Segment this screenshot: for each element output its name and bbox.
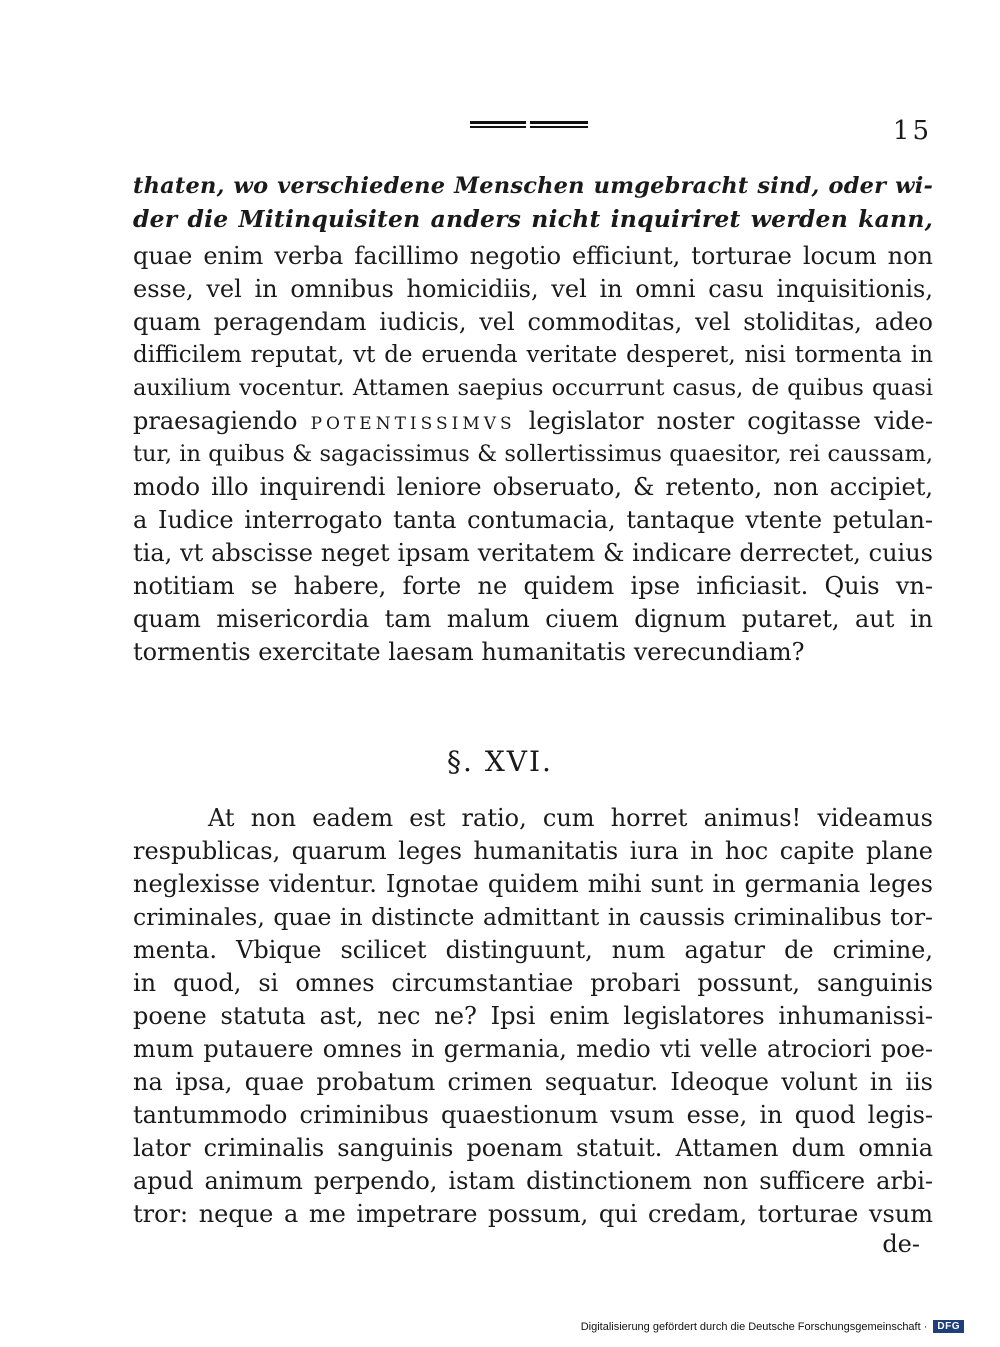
text-line: modo illo inquirendi leniore obseruato, & retento, non accipiet, <box>133 473 933 501</box>
page-number: 15 <box>892 116 932 146</box>
text-line: difficilem reputat, vt de eruenda veritate desperet, nisi tormenta in <box>133 342 933 368</box>
text-line: tormentis exercitate laesam humanitatis verecundiam? <box>133 638 805 666</box>
dfg-logo: DFG <box>933 1320 964 1333</box>
ornament-bar <box>530 126 588 128</box>
text-line: At non eadem est ratio, cum horret animus! videamus <box>208 804 933 832</box>
text-line: poene statuta ast, nec ne? Ipsi enim legislatores inhumanissi- <box>133 1002 933 1030</box>
text-line: a Iudice interrogato tanta contumacia, tantaque vtente petulan- <box>133 506 933 534</box>
text-span: legislator noster cogitasse vide- <box>515 407 933 435</box>
text-line: quam peragendam iudicis, vel commoditas, vel stoliditas, adeo <box>133 308 933 336</box>
text-line: apud animum perpendo, istam distinctionem non sufficere arbi- <box>133 1167 933 1195</box>
footer-credit-text: Digitalisierung gefördert durch die Deutsche Forschungsgemeinschaft · <box>580 1320 928 1333</box>
text-line: esse, vel in omnibus homicidiis, vel in omni casu inquisitionis, <box>133 275 933 303</box>
text-line: thaten, wo verschiedene Menschen umgebracht sind, oder wi- <box>133 173 933 199</box>
text-line: tantummodo criminibus quaestionum vsum esse, in quod legis- <box>133 1101 933 1129</box>
text-line: respublicas, quarum leges humanitatis iura in hoc capite plane <box>133 837 933 865</box>
catchword: de- <box>882 1230 920 1258</box>
digitization-footer <box>581 1320 964 1333</box>
text-line: der die Mitinquisiten anders nicht inquiriret werden kann, <box>133 205 933 233</box>
text-line: menta. Vbique scilicet distinguunt, num agatur de crimine, <box>133 936 933 964</box>
text-line: auxilium vocentur. Attamen saepius occurrunt casus, de quibus quasi <box>133 375 933 401</box>
text-span: praesagiendo <box>133 407 311 435</box>
text-line: tror: neque a me impetrare possum, qui credam, torturae vsum <box>133 1200 933 1228</box>
header-ornament-rule <box>470 121 588 129</box>
text-line: in quod, si omnes circumstantiae probari possunt, sanguinis <box>133 969 933 997</box>
ornament-bar <box>530 121 588 124</box>
text-line: na ipsa, quae probatum crimen sequatur. Ideoque volunt in iis <box>133 1068 933 1096</box>
text-line: quam misericordia tam malum ciuem dignum putaret, aut in <box>133 605 933 633</box>
text-line: tur, in quibus & sagacissimus & sollertissimus quaesitor, rei caussam, <box>133 441 933 467</box>
text-line: criminales, quae in distincte admittant in caussis criminalibus tor- <box>133 903 933 931</box>
text-line: notitiam se habere, forte ne quidem ipse inficiasit. Quis vn- <box>133 572 933 600</box>
smallcaps-name: POTENTISSIMVS <box>310 414 516 434</box>
text-line: mum putauere omnes in germania, medio vti velle atrociori poe- <box>133 1035 933 1063</box>
text-line: tia, vt abscisse neget ipsam veritatem & indicare derrectet, cuius <box>133 539 933 567</box>
text-line <box>133 405 933 438</box>
ornament-bar <box>470 126 526 128</box>
text-line: neglexisse videntur. Ignotae quidem mihi sunt in germania leges <box>133 870 933 898</box>
section-heading: §. XVI. <box>447 745 553 778</box>
ornament-bar <box>470 121 526 124</box>
text-line: lator criminalis sanguinis poenam statuit. Attamen dum omnia <box>133 1134 933 1162</box>
text-line: quae enim verba facillimo negotio efficiunt, torturae locum non <box>133 242 933 270</box>
